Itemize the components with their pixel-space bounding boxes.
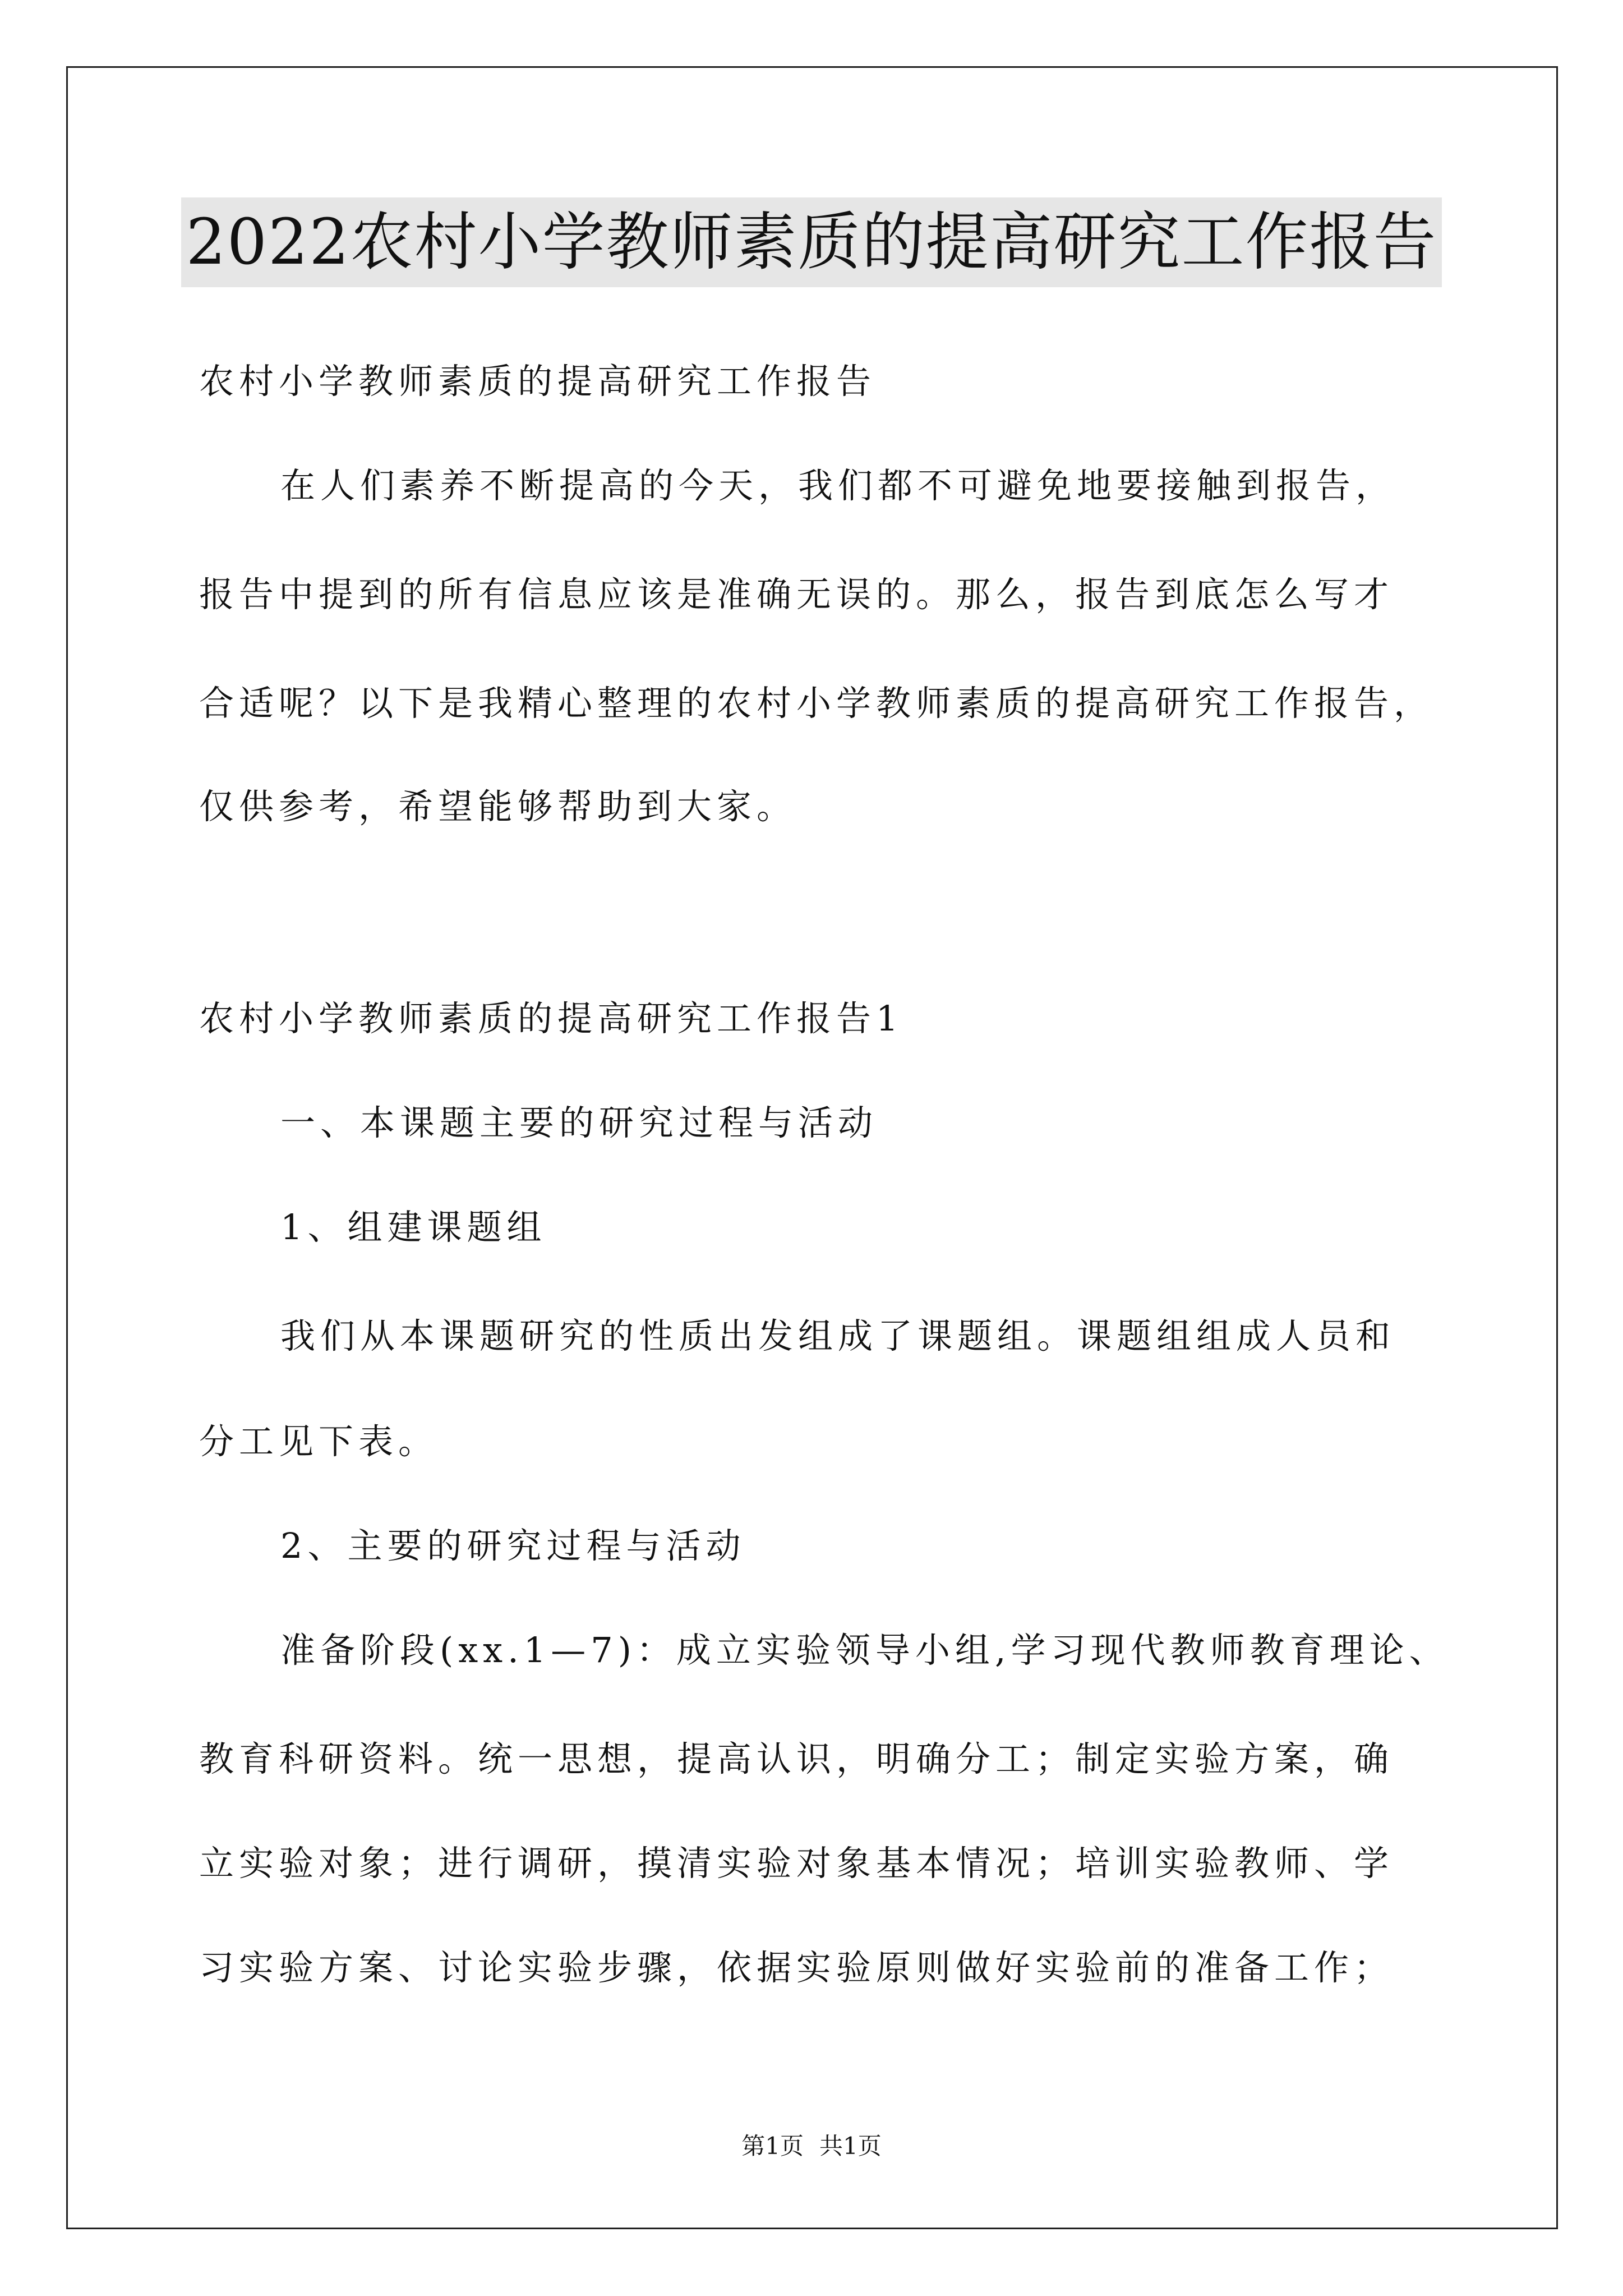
page-number: 第1页 — [741, 2132, 804, 2160]
page-footer — [0, 2132, 1623, 2161]
paragraph-line: 报告中提到的所有信息应该是准确无误的。那么，报告到底怎么写才 — [199, 574, 1394, 615]
paragraph-line: 我们从本课题研究的性质出发组成了课题组。课题组组成人员和 — [280, 1315, 1396, 1356]
paragraph-line: 仅供参考，希望能够帮助到大家。 — [199, 786, 797, 827]
paragraph-line: 教育科研资料。统一思想，提高认识，明确分工；制定实验方案，确 — [199, 1738, 1394, 1779]
subtitle-line: 农村小学教师素质的提高研究工作报告 — [199, 361, 877, 402]
section-heading: 一、本课题主要的研究过程与活动 — [280, 1102, 878, 1143]
page-total: 共1页 — [819, 2132, 882, 2160]
title-container — [0, 197, 1623, 287]
section-heading: 2、主要的研究过程与活动 — [280, 1525, 746, 1566]
paragraph-line: 分工见下表。 — [199, 1421, 439, 1462]
paragraph-line: 合适呢？以下是我精心整理的农村小学教师素质的提高研究工作报告， — [199, 683, 1434, 724]
section-heading: 农村小学教师素质的提高研究工作报告1 — [199, 998, 903, 1039]
paragraph-line: 立实验对象；进行调研，摸清实验对象基本情况；培训实验教师、学 — [199, 1843, 1394, 1884]
document-title: 2022农村小学教师素质的提高研究工作报告 — [181, 197, 1441, 287]
paragraph-line: 在人们素养不断提高的今天，我们都不可避免地要接触到报告， — [280, 465, 1396, 506]
paragraph-line: 准备阶段(xx.1—7)：成立实验领导小组,学习现代教师教育理论、 — [280, 1630, 1449, 1671]
section-heading: 1、组建课题组 — [280, 1207, 547, 1248]
paragraph-line: 习实验方案、讨论实验步骤，依据实验原则做好实验前的准备工作； — [199, 1947, 1394, 1988]
